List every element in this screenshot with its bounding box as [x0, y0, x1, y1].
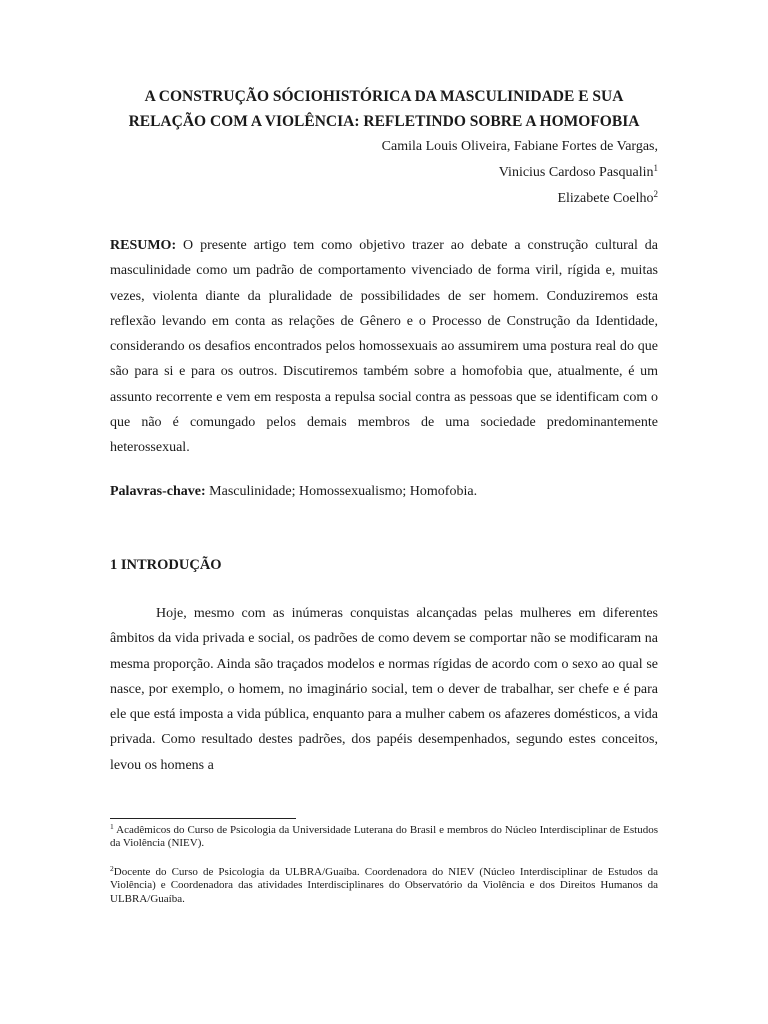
abstract — [110, 233, 658, 461]
footnote-ref-1: 1 — [653, 163, 658, 173]
footnote-1-text: Acadêmicos do Curso de Psicologia da Universidade Luterana do Brasil e membros do Núcleo Interdisciplinar de Estudos da Violência (NIEV). — [110, 824, 658, 850]
keywords-text: Masculinidade; Homossexualismo; Homofobia. — [205, 484, 478, 499]
abstract-text: O presente artigo tem como objetivo trazer ao debate a construção cultural da masculinidade como um padrão de comportamento vivenciado de forma viril, rígida e, muitas vezes, violenta diante da pluralidade de possibilidades de ser homem. Conduziremos esta reflexão levando em conta as relações de Gênero e o Processo de Construção da Identidade, considerando os desafios encontrados pelos homossexuais ao assumirem uma postura real do que são para si e para os outros. Discutiremos também sobre a homofobia que, atualmente, é um assunto recorrente e vem em resposta a repulsa social contra as pessoas que se identificam com o que não é comungado pelos demais membros de uma sociedade predominantemente heterossexual. — [110, 238, 658, 456]
footnote-1 — [110, 824, 658, 851]
title-line-2: RELAÇÃO COM A VIOLÊNCIA: REFLETINDO SOBRE A HOMOFOBIA — [128, 113, 640, 130]
author-line-3 — [98, 186, 658, 212]
footnote-divider — [110, 818, 296, 819]
keywords-label: Palavras-chave: — [110, 484, 206, 499]
abstract-label: RESUMO: — [110, 238, 177, 253]
paper-title — [110, 84, 658, 134]
section-heading-introduction: 1 INTRODUÇÃO — [110, 557, 222, 573]
author-name-coelho: Elizabete Coelho — [557, 191, 654, 206]
footnote-2-mark: 2 — [110, 864, 114, 873]
keywords — [110, 479, 658, 504]
author-line-1: Camila Louis Oliveira, Fabiane Fortes de Vargas, — [381, 139, 658, 154]
footnote-2 — [110, 866, 658, 906]
footnote-2-text: Docente do Curso de Psicologia da ULBRA/Guaíba. Coordenadora do NIEV (Núcleo Interdisciplinar de Estudos da Violência) e Coordenadora das atividades Interdisciplinares do Observatório da Violência e dos Direitos Humanos da ULBRA/Guaíba. — [110, 866, 658, 905]
title-line-1: A CONSTRUÇÃO SÓCIOHISTÓRICA DA MASCULINIDADE E SUA — [144, 88, 624, 105]
author-line-2 — [98, 160, 658, 186]
author-name-pasqualin: Vinicius Cardoso Pasqualin — [498, 165, 654, 180]
footnote-ref-2: 2 — [653, 189, 658, 199]
body-paragraph: Hoje, mesmo com as inúmeras conquistas alcançadas pelas mulheres em diferentes âmbitos da vida privada e social, os padrões de como devem se comportar não se modificaram na mesma proporção. Ainda são traçados modelos e normas rígidas de acordo com o sexo ao qual se nasce, por exemplo, o homem, no imaginário social, tem o dever de trabalhar, ser chefe e é para ele que está imposta a vida pública, enquanto para a mulher cabem os afazeres domésticos, a vida privada. Como resultado destes padrões, dos papéis desempenhados, segundo estes conceitos, levou os homens a — [110, 606, 658, 773]
footnote-1-mark: 1 — [110, 822, 114, 831]
author-block — [98, 134, 658, 212]
